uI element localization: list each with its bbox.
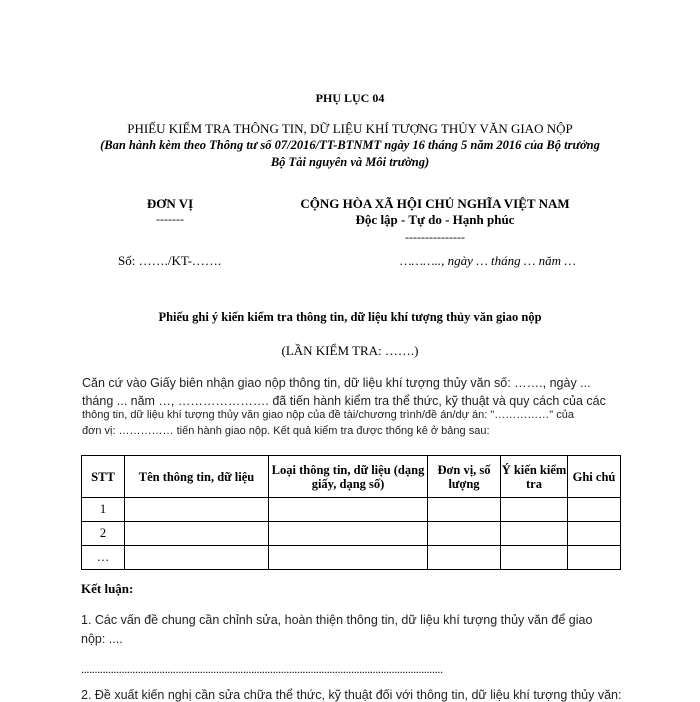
- header-unit-quantity: Đơn vị, số lượng: [428, 456, 501, 498]
- conclusion-item-1-line-2: nộp: ....: [81, 632, 123, 646]
- table-cell-stt: …: [82, 546, 125, 570]
- issued-note-line-1: (Ban hành kèm theo Thông tư số 07/2016/TT-BTNMT ngày 16 tháng 5 năm 2016 của Bộ trưởng: [100, 138, 600, 152]
- table-cell: [125, 546, 269, 570]
- table-cell: [269, 522, 428, 546]
- unit-label: ĐƠN VỊ: [146, 196, 194, 211]
- header-data-type: Loại thông tin, dữ liệu (dạng giấy, dạng số): [269, 456, 428, 498]
- sub-title: Phiếu ghi ý kiến kiểm tra thông tin, dữ liệu khí tượng thủy văn giao nộp: [158, 310, 542, 324]
- conclusion-label: Kết luận:: [81, 581, 134, 596]
- document-date: ……….., ngày … tháng … năm …: [400, 253, 576, 268]
- dotted-fill-line: ......................................................................................................................................: [81, 662, 443, 676]
- unit-divider: -------: [156, 212, 184, 226]
- table-cell: [568, 546, 621, 570]
- table-cell-stt: 1: [82, 498, 125, 522]
- table-cell: [501, 522, 568, 546]
- table-row: [82, 522, 621, 546]
- table-cell: [269, 498, 428, 522]
- form-title: PHIẾU KIỂM TRA THÔNG TIN, DỮ LIỆU KHÍ TƯỢNG THỦY VĂN GIAO NỘP: [127, 121, 573, 136]
- table-row: [82, 546, 621, 570]
- table-cell: [269, 546, 428, 570]
- table-cell: [568, 498, 621, 522]
- inspection-round: (LẦN KIỂM TRA: …….): [281, 343, 419, 358]
- table-header-row: [82, 456, 621, 498]
- paragraph-line-3: thông tin, dữ liệu khí tượng thủy văn giao nộp của đề tài/chương trình/đề án/dự án: "……………" của: [82, 409, 574, 421]
- issued-note-line-2: Bộ Tài nguyên và Môi trường): [270, 155, 430, 169]
- table-cell: [428, 498, 501, 522]
- result-table: [81, 455, 621, 570]
- table-cell: [501, 546, 568, 570]
- conclusion-item-1-line-1: 1. Các vấn đề chung cần chỉnh sửa, hoàn thiện thông tin, dữ liệu khí tượng thủy văn để giao: [81, 613, 593, 627]
- table-cell: [501, 498, 568, 522]
- national-motto: Độc lập - Tự do - Hạnh phúc: [355, 212, 515, 227]
- table-cell: [125, 498, 269, 522]
- motto-divider: ---------------: [405, 230, 465, 244]
- appendix-title: PHỤ LỤC 04: [315, 91, 385, 105]
- table-cell: [428, 522, 501, 546]
- document-number: Số: ……./KT-…….: [118, 253, 222, 268]
- table-cell-stt: 2: [82, 522, 125, 546]
- paragraph-line-2: tháng ... năm …, …………………. đã tiến hành kiểm tra thể thức, kỹ thuật và quy cách của các: [82, 394, 606, 408]
- conclusion-item-2: 2. Đề xuất kiến nghị cần sửa chữa thể thức, kỹ thuật đối với thông tin, dữ liệu khí tượng thủy văn:: [81, 688, 622, 702]
- table-cell: [428, 546, 501, 570]
- header-inspection-opinion: Ý kiến kiểm tra: [501, 456, 568, 498]
- paragraph-line-4: đơn vị: …………… tiến hành giao nộp. Kết quả kiểm tra được thống kê ở bảng sau:: [82, 425, 490, 437]
- header-stt: STT: [82, 456, 125, 498]
- table-row: [82, 498, 621, 522]
- header-data-name: Tên thông tin, dữ liệu: [125, 456, 269, 498]
- header-note: Ghi chú: [568, 456, 621, 498]
- table-cell: [125, 522, 269, 546]
- paragraph-line-1: Căn cứ vào Giấy biên nhận giao nộp thông tin, dữ liệu khí tượng thủy văn số: ……., ngày ...: [82, 376, 591, 390]
- table-cell: [568, 522, 621, 546]
- republic-title: CỘNG HÒA XÃ HỘI CHỦ NGHĨA VIỆT NAM: [300, 196, 570, 211]
